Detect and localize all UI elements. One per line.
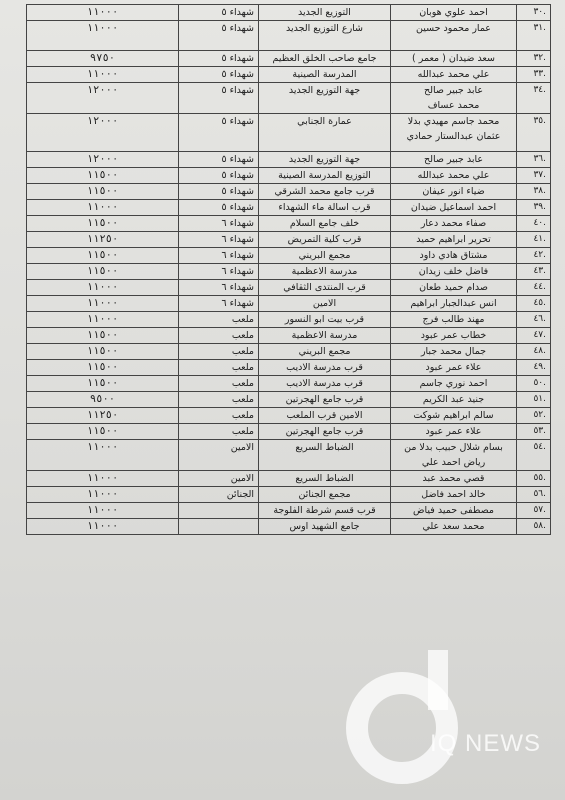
location-cell: جهة التوزيع الجديد	[259, 152, 391, 168]
area-cell: ملعب	[179, 392, 259, 408]
recipient-name	[391, 232, 517, 248]
recipient-name	[391, 264, 517, 280]
amount-cell: ٩٧٥٠	[27, 51, 179, 67]
table-row	[27, 5, 551, 21]
location-cell: قرب جامع محمد الشرقي	[259, 184, 391, 200]
recipient-name-line: عمار محمود حسين	[416, 23, 491, 34]
recipient-name-second-line: عثمان عبدالستار حمادي	[406, 131, 501, 142]
amount-cell: ١١٠٠٠	[27, 280, 179, 296]
watermark-text: IQ NEWS	[430, 730, 542, 757]
area-cell: شهداء ٥	[179, 168, 259, 184]
table-row	[27, 487, 551, 503]
recipient-name	[391, 200, 517, 216]
recipient-name-line: سعد ضيدان ( معمر )	[412, 53, 495, 64]
location-cell: الامين قرب الملعب	[259, 408, 391, 424]
location-cell: قرب جامع الهجرتين	[259, 392, 391, 408]
row-number: .٣٣	[517, 67, 551, 83]
recipient-name	[391, 248, 517, 264]
table-row	[27, 344, 551, 360]
recipient-name	[391, 114, 517, 152]
row-number: .٤٠	[517, 216, 551, 232]
table-row	[27, 51, 551, 67]
row-number: .٥٠	[517, 376, 551, 392]
area-cell: شهداء ٥	[179, 184, 259, 200]
area-cell: شهداء ٦	[179, 280, 259, 296]
location-cell: قرب مدرسة الاديب	[259, 360, 391, 376]
recipient-name-line: مصطفى حميد فياض	[413, 505, 494, 516]
location-cell: مجمع البريني	[259, 248, 391, 264]
recipient-name-line: صفاء محمد دعار	[420, 218, 487, 229]
row-number: .٥٣	[517, 424, 551, 440]
recipient-name	[391, 344, 517, 360]
row-number: .٤٣	[517, 264, 551, 280]
recipient-name-line: احمد علوي هوبان	[419, 7, 488, 18]
area-cell: شهداء ٦	[179, 232, 259, 248]
location-cell: الامين	[259, 296, 391, 312]
amount-cell: ١٢٠٠٠	[27, 83, 179, 114]
area-cell: شهداء ٥	[179, 5, 259, 21]
row-number: .٤٧	[517, 328, 551, 344]
recipient-name	[391, 83, 517, 114]
recipient-name	[391, 184, 517, 200]
recipient-name-line: خطاب عمر عبود	[420, 330, 487, 341]
amount-cell: ١١٥٠٠	[27, 248, 179, 264]
location-cell: مجمع البريني	[259, 344, 391, 360]
area-cell: الامين	[179, 440, 259, 471]
location-cell: مجمع الجنائن	[259, 487, 391, 503]
area-cell: شهداء ٥	[179, 21, 259, 51]
amount-cell: ١١٥٠٠	[27, 264, 179, 280]
row-number: .٥٢	[517, 408, 551, 424]
location-cell: مدرسة الاعظمية	[259, 328, 391, 344]
amount-cell: ١١٥٠٠	[27, 328, 179, 344]
recipient-name	[391, 440, 517, 471]
location-cell: قرب كلية التمريض	[259, 232, 391, 248]
table-row	[27, 152, 551, 168]
recipient-name-line: علاء عمر عبود	[425, 426, 482, 437]
row-number: .٤٤	[517, 280, 551, 296]
location-cell: شارع التوزيع الجديد	[259, 21, 391, 51]
amount-cell: ١١٢٥٠	[27, 408, 179, 424]
area-cell: شهداء ٥	[179, 200, 259, 216]
row-number: .٥٨	[517, 519, 551, 535]
amount-cell: ١١٠٠٠	[27, 312, 179, 328]
location-cell: المدرسة الصينية	[259, 67, 391, 83]
table-row	[27, 21, 551, 51]
area-cell	[179, 519, 259, 535]
area-cell: شهداء ٦	[179, 296, 259, 312]
amount-cell: ١١٥٠٠	[27, 344, 179, 360]
area-cell: شهداء ٥	[179, 114, 259, 152]
row-number: .٤١	[517, 232, 551, 248]
area-cell: الجنائن	[179, 487, 259, 503]
recipient-name-line: عابد جبير صالح	[423, 154, 484, 165]
row-number: .٣٥	[517, 114, 551, 152]
area-cell: ملعب	[179, 376, 259, 392]
recipient-name	[391, 408, 517, 424]
recipient-name-line: مهند طالب فرج	[422, 314, 485, 325]
amount-cell: ٩٥٠٠	[27, 392, 179, 408]
amount-cell: ١١٥٠٠	[27, 376, 179, 392]
table-row	[27, 232, 551, 248]
table-row	[27, 67, 551, 83]
recipient-name	[391, 471, 517, 487]
amount-cell: ١١٥٠٠	[27, 168, 179, 184]
table-row	[27, 360, 551, 376]
area-cell: شهداء ٥	[179, 152, 259, 168]
table-row	[27, 408, 551, 424]
recipient-name	[391, 21, 517, 51]
recipient-name	[391, 328, 517, 344]
area-cell: ملعب	[179, 344, 259, 360]
recipient-name-line: محمد جاسم مهيدي بدلا	[407, 116, 500, 127]
location-cell: التوزيع المدرسة الصينية	[259, 168, 391, 184]
amount-cell: ١١٠٠٠	[27, 471, 179, 487]
amount-cell: ١١٥٠٠	[27, 424, 179, 440]
area-cell: شهداء ٦	[179, 248, 259, 264]
recipient-name-line: محمد سعد علي	[422, 521, 485, 532]
row-number: .٣٢	[517, 51, 551, 67]
area-cell	[179, 503, 259, 519]
table-row	[27, 519, 551, 535]
location-cell: قرب مدرسة الاديب	[259, 376, 391, 392]
recipient-name-line: جنيد عبد الكريم	[422, 394, 485, 405]
recipient-name-line: قصي محمد عبد	[422, 473, 485, 484]
location-cell: جهة التوزيع الجديد	[259, 83, 391, 114]
area-cell: شهداء ٦	[179, 216, 259, 232]
area-cell: شهداء ٥	[179, 51, 259, 67]
recipient-name-second-line: رياض احمد علي	[421, 457, 486, 468]
recipient-name-line: خالد احمد فاضل	[421, 489, 486, 500]
recipient-name	[391, 487, 517, 503]
recipient-name	[391, 168, 517, 184]
location-cell: جامع الشهيد اوس	[259, 519, 391, 535]
table-row	[27, 200, 551, 216]
allocation-table	[26, 4, 551, 535]
row-number: .٣٤	[517, 83, 551, 114]
recipient-name	[391, 312, 517, 328]
location-cell: عمارة الجنابي	[259, 114, 391, 152]
area-cell: شهداء ٦	[179, 264, 259, 280]
recipient-name-line: تحرير ابراهيم حميد	[416, 234, 491, 245]
location-cell: الضباط السريع	[259, 440, 391, 471]
area-cell: ملعب	[179, 360, 259, 376]
row-number: .٥٤	[517, 440, 551, 471]
recipient-name-line: احمد اسماعيل ضيدان	[410, 202, 497, 213]
amount-cell: ١١٥٠٠	[27, 360, 179, 376]
recipient-name	[391, 424, 517, 440]
recipient-name-line: علي محمد عبدالله	[417, 69, 490, 80]
table-row	[27, 216, 551, 232]
row-number: .٣١	[517, 21, 551, 51]
table-row	[27, 168, 551, 184]
location-cell: خلف جامع السلام	[259, 216, 391, 232]
row-number: .٥٦	[517, 487, 551, 503]
row-number: .٥١	[517, 392, 551, 408]
table-row	[27, 440, 551, 471]
recipient-name	[391, 296, 517, 312]
amount-cell: ١١٠٠٠	[27, 5, 179, 21]
amount-cell: ١١٠٠٠	[27, 519, 179, 535]
table-row	[27, 83, 551, 114]
location-cell: جامع صاحب الخلق العظيم	[259, 51, 391, 67]
recipient-name	[391, 152, 517, 168]
recipient-name-line: احمد نوري جاسم	[419, 378, 488, 389]
location-cell: التوزيع الجديد	[259, 5, 391, 21]
amount-cell: ١١٠٠٠	[27, 487, 179, 503]
row-number: .٣٠	[517, 5, 551, 21]
table-row	[27, 248, 551, 264]
amount-cell: ١١٠٠٠	[27, 21, 179, 51]
iq-news-logo-icon	[340, 650, 550, 800]
row-number: .٣٧	[517, 168, 551, 184]
area-cell: ملعب	[179, 424, 259, 440]
table-row	[27, 312, 551, 328]
recipient-name-line: عابد جبير صالح	[423, 85, 484, 96]
location-cell: قرب المنتدى الثقافي	[259, 280, 391, 296]
recipient-name	[391, 5, 517, 21]
row-number: .٥٧	[517, 503, 551, 519]
location-cell: قرب جامع الهجرتين	[259, 424, 391, 440]
amount-cell: ١١٥٠٠	[27, 216, 179, 232]
table-row	[27, 114, 551, 152]
amount-cell: ١٢٠٠٠	[27, 114, 179, 152]
table-row	[27, 424, 551, 440]
recipient-name	[391, 216, 517, 232]
area-cell: ملعب	[179, 328, 259, 344]
area-cell: شهداء ٥	[179, 67, 259, 83]
recipient-name	[391, 67, 517, 83]
amount-cell: ١١٠٠٠	[27, 440, 179, 471]
recipient-name-line: جمال محمد جبار	[420, 346, 487, 357]
recipient-name-second-line: محمد عساف	[427, 100, 480, 111]
table-row	[27, 184, 551, 200]
row-number: .٤٨	[517, 344, 551, 360]
amount-cell: ١١٠٠٠	[27, 503, 179, 519]
location-cell: الضباط السريع	[259, 471, 391, 487]
row-number: .٣٦	[517, 152, 551, 168]
area-cell: ملعب	[179, 408, 259, 424]
recipient-name-line: فاضل خلف زيدان	[418, 266, 489, 277]
recipient-name-line: ضياء انور عيفان	[422, 186, 485, 197]
recipient-name	[391, 519, 517, 535]
recipient-name	[391, 51, 517, 67]
recipient-name-line: بسام شلال حبيب بدلا من	[404, 442, 503, 453]
location-cell: مدرسة الاعظمية	[259, 264, 391, 280]
location-cell: قرب بيت ابو النسور	[259, 312, 391, 328]
amount-cell: ١١٠٠٠	[27, 67, 179, 83]
table-row	[27, 392, 551, 408]
row-number: .٤٥	[517, 296, 551, 312]
recipient-name	[391, 376, 517, 392]
recipient-name-line: سالم ابراهيم شوكت	[413, 410, 494, 421]
recipient-name	[391, 280, 517, 296]
amount-cell: ١١٠٠٠	[27, 200, 179, 216]
amount-cell: ١١٠٠٠	[27, 296, 179, 312]
row-number: .٤٩	[517, 360, 551, 376]
area-cell: شهداء ٥	[179, 83, 259, 114]
table-row	[27, 296, 551, 312]
area-cell: ملعب	[179, 312, 259, 328]
row-number: .٣٩	[517, 200, 551, 216]
row-number: .٤٦	[517, 312, 551, 328]
table-row	[27, 280, 551, 296]
area-cell: الامين	[179, 471, 259, 487]
row-number: .٥٥	[517, 471, 551, 487]
recipient-name-line: صدام حميد طعان	[419, 282, 488, 293]
recipient-name	[391, 360, 517, 376]
table-row	[27, 503, 551, 519]
table-row	[27, 328, 551, 344]
recipient-name-line: مشتاق هادي داود	[419, 250, 488, 261]
table-row	[27, 471, 551, 487]
amount-cell: ١١٥٠٠	[27, 184, 179, 200]
recipient-name	[391, 392, 517, 408]
location-cell: قرب اسالة ماء الشهداء	[259, 200, 391, 216]
location-cell: قرب قسم شرطة الفلوجة	[259, 503, 391, 519]
amount-cell: ١٢٠٠٠	[27, 152, 179, 168]
amount-cell: ١١٢٥٠	[27, 232, 179, 248]
table-row	[27, 264, 551, 280]
row-number: .٤٢	[517, 248, 551, 264]
row-number: .٣٨	[517, 184, 551, 200]
recipient-name-line: علي محمد عبدالله	[417, 170, 490, 181]
table-body	[27, 5, 551, 535]
recipient-name-line: انس عبدالجبار ابراهيم	[410, 298, 497, 309]
recipient-name	[391, 503, 517, 519]
recipient-name-line: علاء عمر عبود	[425, 362, 482, 373]
table-row	[27, 376, 551, 392]
